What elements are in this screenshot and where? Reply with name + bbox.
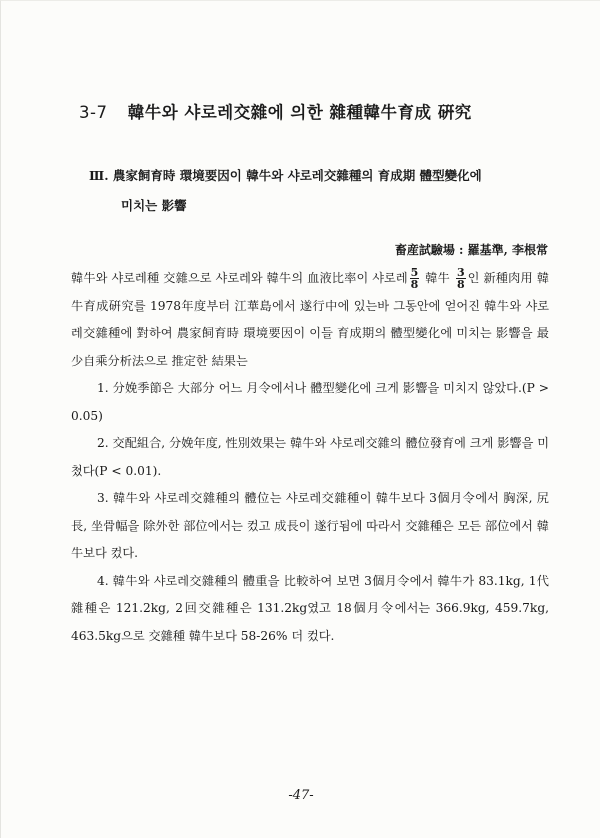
result-item-1: 1. 分娩季節은 大部分 어느 月令에서나 體型變化에 크게 影響을 미치지 않았다.(P > 0.05): [71, 381, 549, 423]
intro-part-3: 인 新種肉用 韓牛育成硏究를 1978年度부터 江華島에서 遂行中에 있는바 그동안에 얻어진 韓牛와 샤로레交雜種에 對하여 農家飼育時 環境要因이 이들 育成期의 體型變化에 미치는 影響을 最少自乘分析法으로 推定한 結果는: [71, 271, 550, 368]
intro-paragraph: [71, 265, 549, 375]
intro-part-2: 韓牛: [421, 271, 454, 285]
fraction-denominator: 8: [410, 278, 419, 291]
page-number: -47-: [288, 788, 314, 803]
body-text: [71, 265, 549, 650]
subtitle-line-1: Ⅲ. 農家飼育時 環境要因이 韓牛와 샤로레交雜種의 育成期 體型變化에: [89, 168, 482, 183]
result-item-4: 4. 韓牛와 샤로레交雜種의 體重을 比較하여 보면 3個月令에서 韓牛가 83.1kg, 1代雜種은 121.2kg, 2回交雜種은 131.2kg였고 18個月令에서는 366.9kg, 459.7kg, 463.5kg으로 交雜種 韓牛보다 58-26% 더 컸다.: [71, 573, 549, 643]
fraction-five-eighths: [410, 267, 420, 290]
fraction-numerator: 5: [410, 266, 419, 279]
intro-part-1: 韓牛와 샤로레種 交雜으로 샤로레와 韓牛의 血液比率이 샤로레: [71, 271, 408, 285]
result-item-2: 2. 交配組合, 分娩年度, 性別效果는 韓牛와 샤로레交雜의 體位發育에 크게 影響을 미쳤다(P < 0.01).: [71, 436, 549, 478]
fraction-three-eighths: [456, 267, 466, 290]
section-title-text: 韓牛와 샤로레交雜에 의한 雜種韓牛育成 硏究: [127, 103, 472, 122]
result-item-3: 3. 韓牛와 샤로레交雜種의 體位는 샤로레交雜種이 韓牛보다 3個月令에서 胸深, 尻長, 坐骨幅을 除外한 部位에서는 컸고 成長이 遂行됨에 따라서 交雜種은 모든 部位에서 韓牛보다 컸다.: [71, 491, 549, 560]
section-title: [79, 99, 472, 123]
fraction-numerator: 3: [457, 266, 465, 279]
section-number: 3-7: [79, 103, 108, 122]
fraction-denominator: 8: [457, 278, 465, 291]
authors: 畜産試驗場 : 羅基準, 李根常: [394, 243, 548, 257]
subtitle-line-2: 미치는 影響: [121, 198, 187, 213]
subtitle: [89, 161, 549, 221]
